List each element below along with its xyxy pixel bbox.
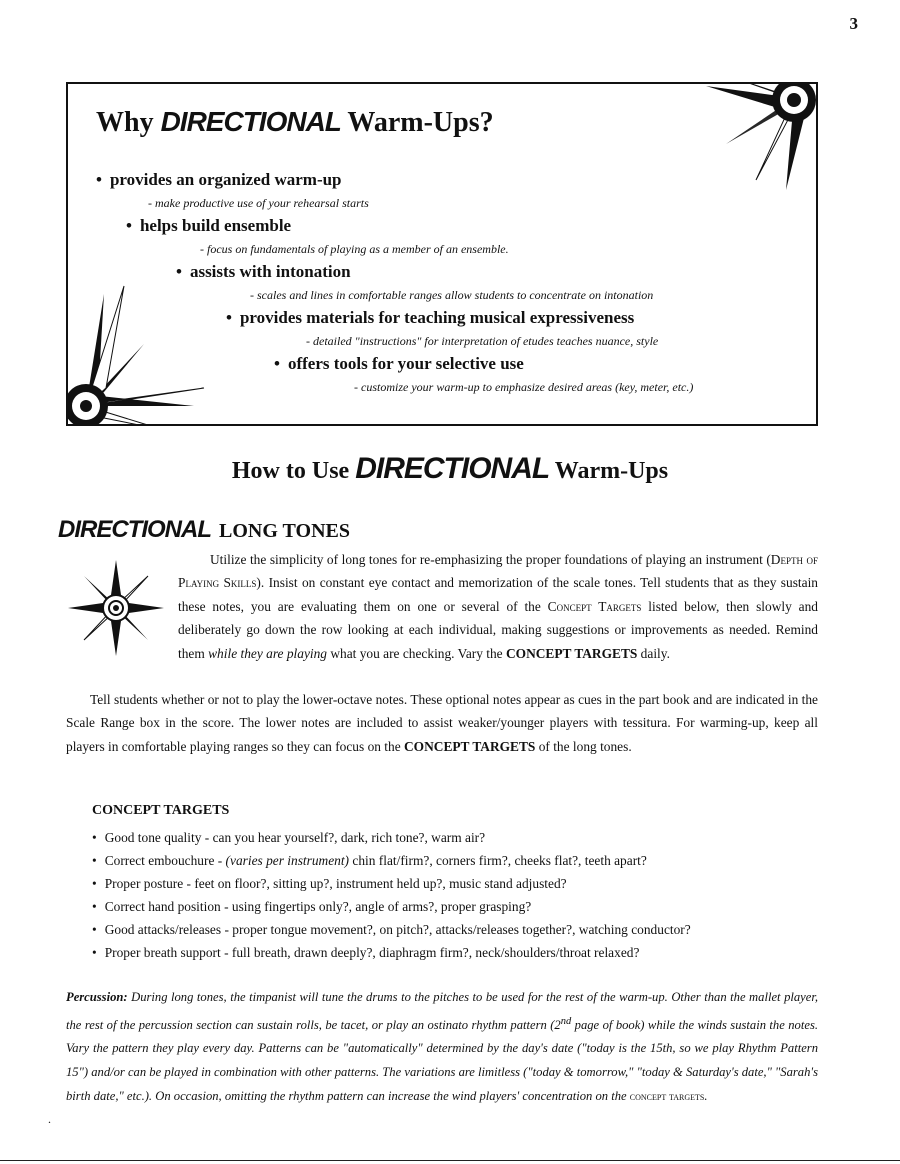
why-item-note: - customize your warm-up to emphasize desired areas (key, meter, etc.) xyxy=(354,380,694,394)
list-item: • Proper breath support - full breath, drawn deeply?, diaphragm firm?, neck/shoulders/throat relaxed? xyxy=(92,941,691,964)
section-title: How to Use DIRECTIONAL Warm-Ups xyxy=(231,452,669,485)
percussion-paragraph: Percussion: During long tones, the timpanist will tune the drums to the pitches to be used for the rest of the warm-up. Other than the mallet player, the rest of the percussion section can sustain rolls, be tacet, or play an ostinato rhythm pattern (2nd page of book) while the winds sustain the notes. Vary the pattern they play every day. Patterns can be "automatically" determined by the day's date ("today is the 15th, so we play Rhythm Pattern 15") and/or can be played in combination with other patterns. The variations are limitless ("today & tomorrow," "today & Saturday's date," "Sarah's birth date," etc.). On occasion, omitting the rhythm pattern can increase the wind players' concentration on the concept targets. xyxy=(66,990,818,1103)
why-box xyxy=(66,82,818,426)
concept-targets-list xyxy=(92,826,691,964)
long-tones-heading: DIRECTIONAL LONG TONES xyxy=(58,516,350,543)
footer-mark: . xyxy=(48,1112,51,1126)
list-item: • Good tone quality - can you hear yourself?, dark, rich tone?, warm air? xyxy=(92,826,691,849)
brand-name: DIRECTIONAL xyxy=(355,452,550,485)
why-item: • assists with intonation xyxy=(176,262,351,282)
long-tones-paragraph-2: Tell students whether or not to play the lower-octave notes. These optional notes appear as cues in the part book and are indicated in the Scale Range box in the score. The lower notes are included to assist weaker/younger players with tessitura. For warming-up, keep all players in comfortable playing ranges so they can focus on the CONCEPT TARGETS of the long tones. xyxy=(66,692,818,754)
compass-rose-icon xyxy=(686,82,818,190)
list-item: • Proper posture - feet on floor?, sitting up?, instrument held up?, music stand adjusted? xyxy=(92,872,691,895)
why-item: • provides an organized warm-up xyxy=(96,170,342,190)
page-bottom-rule xyxy=(0,1160,900,1161)
list-item: • Correct embouchure - (varies per instrument) chin flat/firm?, corners firm?, cheeks flat?, teeth apart? xyxy=(92,849,691,872)
compass-rose-icon xyxy=(66,284,214,426)
brand-name: DIRECTIONAL xyxy=(160,106,341,137)
why-title: Why DIRECTIONAL Warm-Ups? xyxy=(96,106,494,138)
compass-rose-icon xyxy=(66,558,166,658)
page-number: 3 xyxy=(849,14,858,33)
why-item-note: - make productive use of your rehearsal starts xyxy=(148,196,369,210)
list-item: • Good attacks/releases - proper tongue movement?, on pitch?, attacks/releases together?, watching conductor? xyxy=(92,918,691,941)
long-tones-paragraph: Utilize the simplicity of long tones for re-emphasizing the proper foundations of playing an instrument (Depth of Playing Skills). Insist on constant eye contact and memorization of the scale tones. Tell students that as they sustain these notes, you are evaluating them on one or several of the Concept Targets listed below, then slowly and deliberately go down the row looking at each individual, making suggestions or improvements as needed. Remind them while they are playing what you are checking. Vary the CONCEPT TARGETS daily. xyxy=(178,552,818,661)
why-item-note: - focus on fundamentals of playing as a member of an ensemble. xyxy=(200,242,509,256)
why-item: • provides materials for teaching musical expressiveness xyxy=(226,308,634,328)
list-item: • Correct hand position - using fingertips only?, angle of arms?, proper grasping? xyxy=(92,895,691,918)
concept-targets-title: CONCEPT TARGETS xyxy=(92,803,230,818)
why-item: • helps build ensemble xyxy=(126,216,291,236)
why-item: • offers tools for your selective use xyxy=(274,354,524,374)
why-item-note: - detailed "instructions" for interpretation of etudes teaches nuance, style xyxy=(306,334,659,348)
why-item-note: - scales and lines in comfortable ranges allow students to concentrate on intonation xyxy=(250,288,654,302)
